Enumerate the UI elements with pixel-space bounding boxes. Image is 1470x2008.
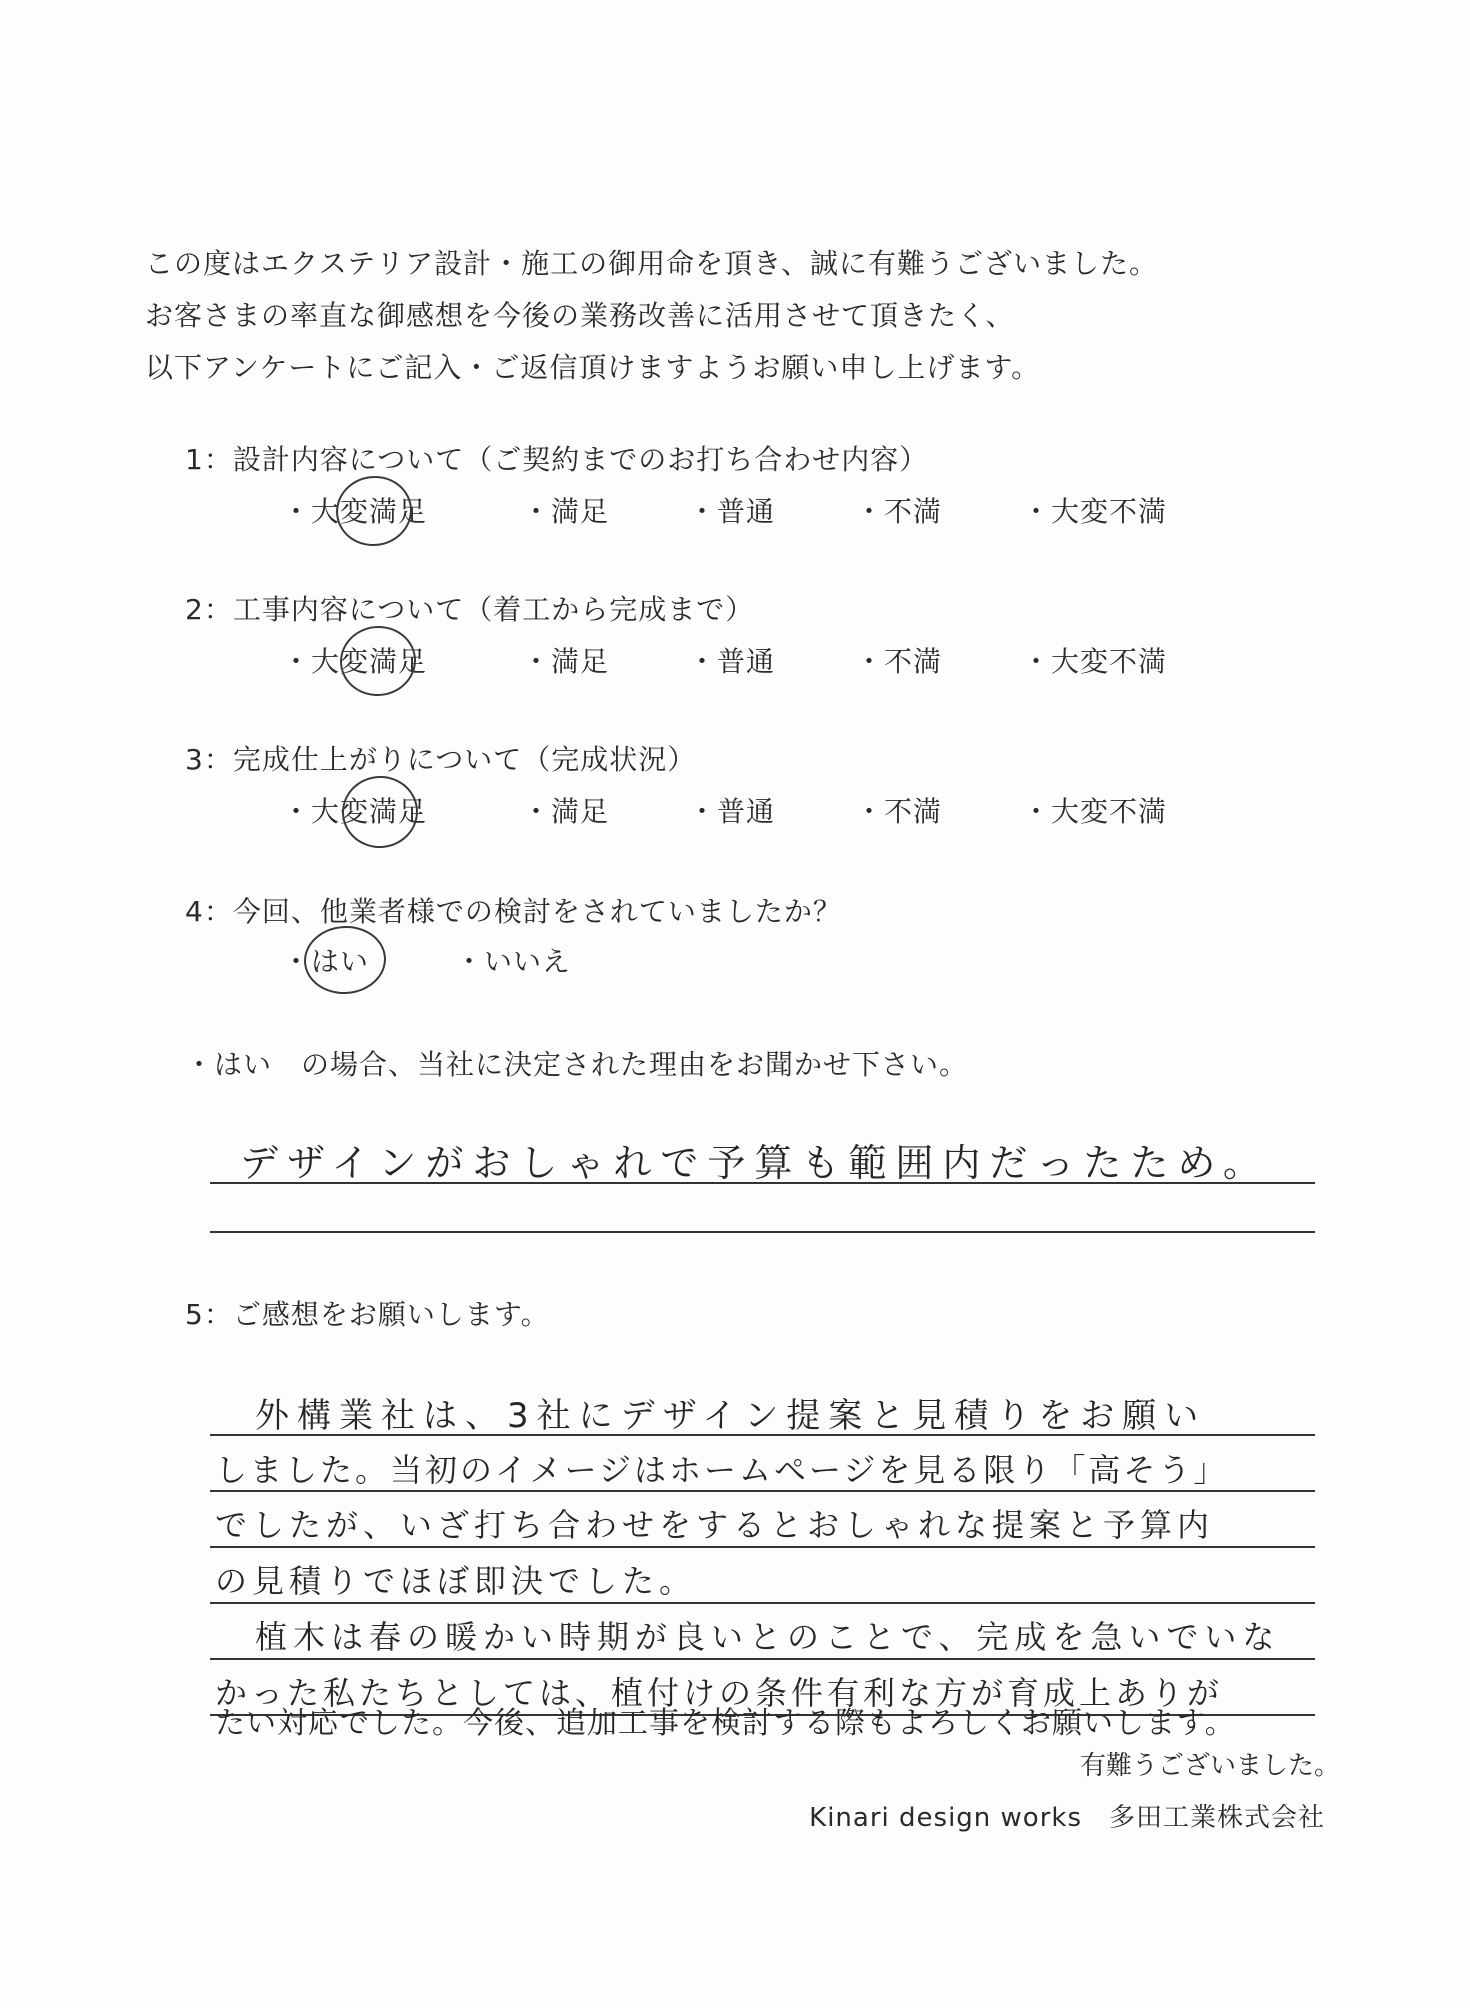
intro-text [145,238,1158,394]
q3-option-normal[interactable]: ・普通 [688,795,776,828]
intro-line-1: この度はエクステリア設計・施工の御用命を頂き、誠に有難うございました。 [145,247,1159,280]
impression-line-5: 植木は春の暖かい時期が良いとのことで、完成を急いでいな [255,1618,1281,1656]
impression-line-3: でしたが、いざ打ち合わせをするとおしゃれな提案と予算内 [215,1506,1215,1544]
company-signature: Kinari design works 多田工業株式会社 [809,1803,1325,1833]
reason-label: ・はい の場合、当社に決定された理由をお聞かせ下さい。 [185,1048,969,1081]
q3-option-dissatisfied[interactable]: ・不満 [855,795,943,828]
question-2-label: 2：工事内容について（着工から完成まで） [185,593,755,626]
reason-handwritten-answer: デザインがおしゃれで予算も範囲内だったため。 [240,1141,1270,1185]
q3-option-very-dissatisfied[interactable]: ・大変不満 [1022,795,1168,828]
q4-option-no[interactable]: ・いいえ [455,945,572,978]
q2-option-very-dissatisfied[interactable]: ・大変不満 [1022,645,1168,678]
impression-rule-1 [210,1434,1315,1436]
q1-option-very-dissatisfied[interactable]: ・大変不満 [1022,495,1168,528]
q1-option-satisfied[interactable]: ・満足 [522,495,610,528]
impression-rule-3 [210,1546,1315,1548]
q2-option-dissatisfied[interactable]: ・不満 [855,645,943,678]
q3-option-satisfied[interactable]: ・満足 [522,795,610,828]
impression-rule-2 [210,1490,1315,1492]
question-3-label: 3：完成仕上がりについて（完成状況） [185,743,697,776]
question-1-label: 1：設計内容について（ご契約までのお打ち合わせ内容） [185,443,929,476]
impression-line-7: たい対応でした。今後、追加工事を検討する際もよろしくお願いします。 [215,1706,1236,1741]
q2-option-satisfied[interactable]: ・満足 [522,645,610,678]
impression-rule-5 [210,1658,1315,1660]
impression-line-1: 外構業社は、3社にデザイン提案と見積りをお願い [255,1396,1207,1436]
impression-line-6: かった私たちとしては、植付けの条件有利な方が育成上ありが [215,1674,1224,1712]
question-5-label: 5：ご感想をお願いします。 [185,1298,550,1331]
question-4-label: 4：今回、他業者様での検討をされていましたか？ [185,895,842,928]
impression-line-4: の見積りでほぼ即決でした。 [215,1562,697,1600]
intro-line-3: 以下アンケートにご記入・ご返信頂けますようお願い申し上げます。 [145,351,1041,384]
q2-option-normal[interactable]: ・普通 [688,645,776,678]
q1-option-dissatisfied[interactable]: ・不満 [855,495,943,528]
intro-line-2: お客さまの率直な御感想を今後の業務改善に活用させて頂きたく、 [145,299,1015,332]
q4-option-yes[interactable]: ・はい [282,945,370,978]
q2-option-very-satisfied[interactable]: ・大変満足 [282,645,428,678]
closing-thanks: 有難うございました。 [1079,1751,1340,1781]
impression-rule-4 [210,1602,1315,1604]
q1-option-normal[interactable]: ・普通 [688,495,776,528]
reason-answer-line-2 [210,1231,1315,1233]
reason-answer-line-1 [210,1182,1315,1184]
impression-line-2: しました。当初のイメージはホームページを見る限り「高そう」 [215,1451,1229,1489]
q3-option-very-satisfied[interactable]: ・大変満足 [282,795,428,828]
q1-option-very-satisfied[interactable]: ・大変満足 [282,495,428,528]
